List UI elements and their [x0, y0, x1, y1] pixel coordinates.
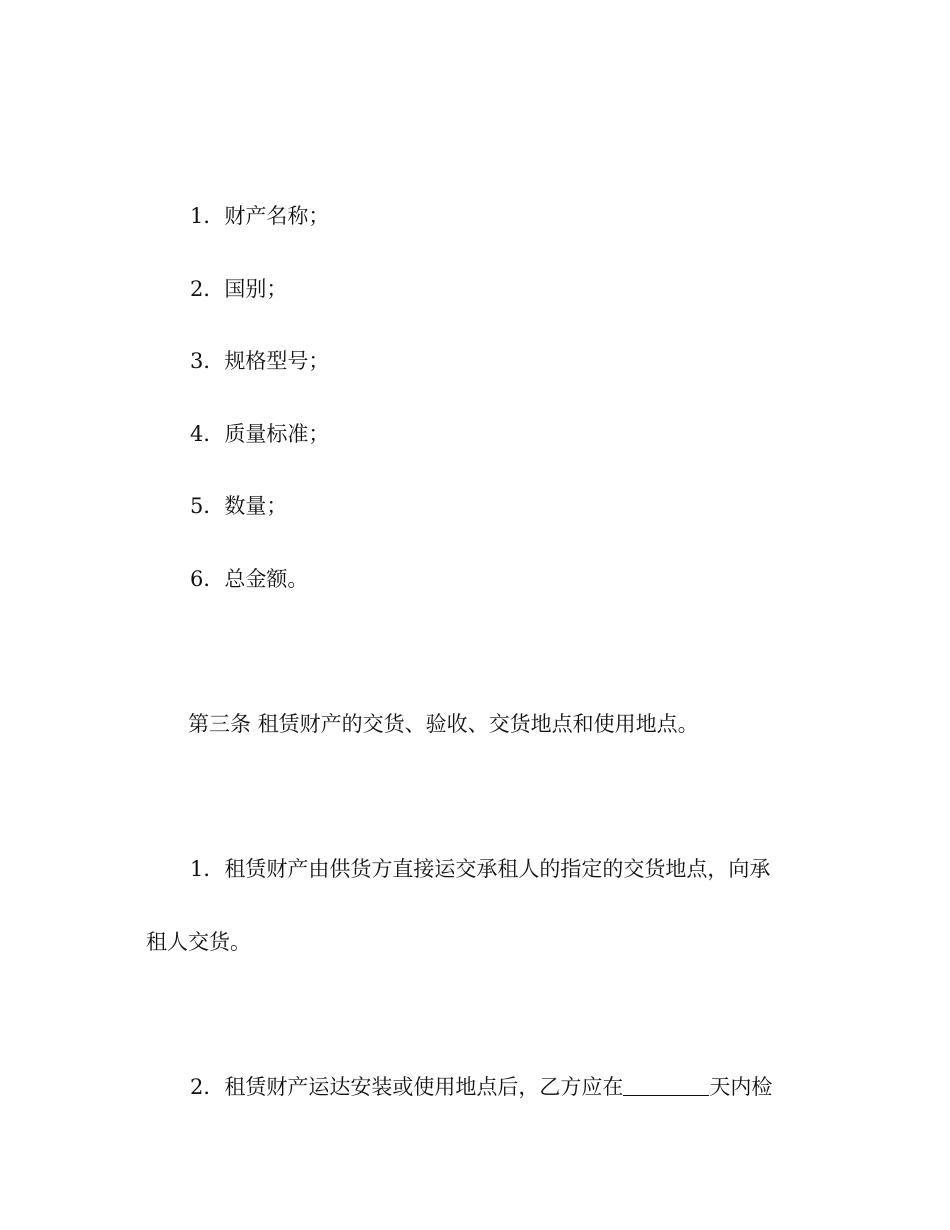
list-item-country: 2．国别； — [190, 277, 288, 301]
clause-1-line-2: 租人交货。 — [146, 930, 251, 954]
clause-2-text-before-blank: 2．租赁财产运达安装或使用地点后，乙方应在 — [190, 1075, 624, 1099]
list-item-quality-standard: 4．质量标准； — [190, 422, 330, 446]
list-item-property-name: 1．财产名称； — [190, 204, 330, 228]
clause-1-line-1: 1．租赁财产由供货方直接运交承租人的指定的交货地点，向承 — [190, 857, 771, 881]
article-heading: 第三条 租赁财产的交货、验收、交货地点和使用地点。 — [188, 712, 699, 736]
clause-2-line-1 — [190, 1073, 772, 1101]
list-item-quantity: 5．数量； — [190, 494, 288, 518]
list-item-spec-model: 3．规格型号； — [190, 349, 330, 373]
fill-in-blank — [623, 1075, 709, 1096]
clause-2-text-after-blank: 天内检 — [709, 1075, 773, 1099]
list-item-total-amount: 6．总金额。 — [190, 567, 309, 591]
